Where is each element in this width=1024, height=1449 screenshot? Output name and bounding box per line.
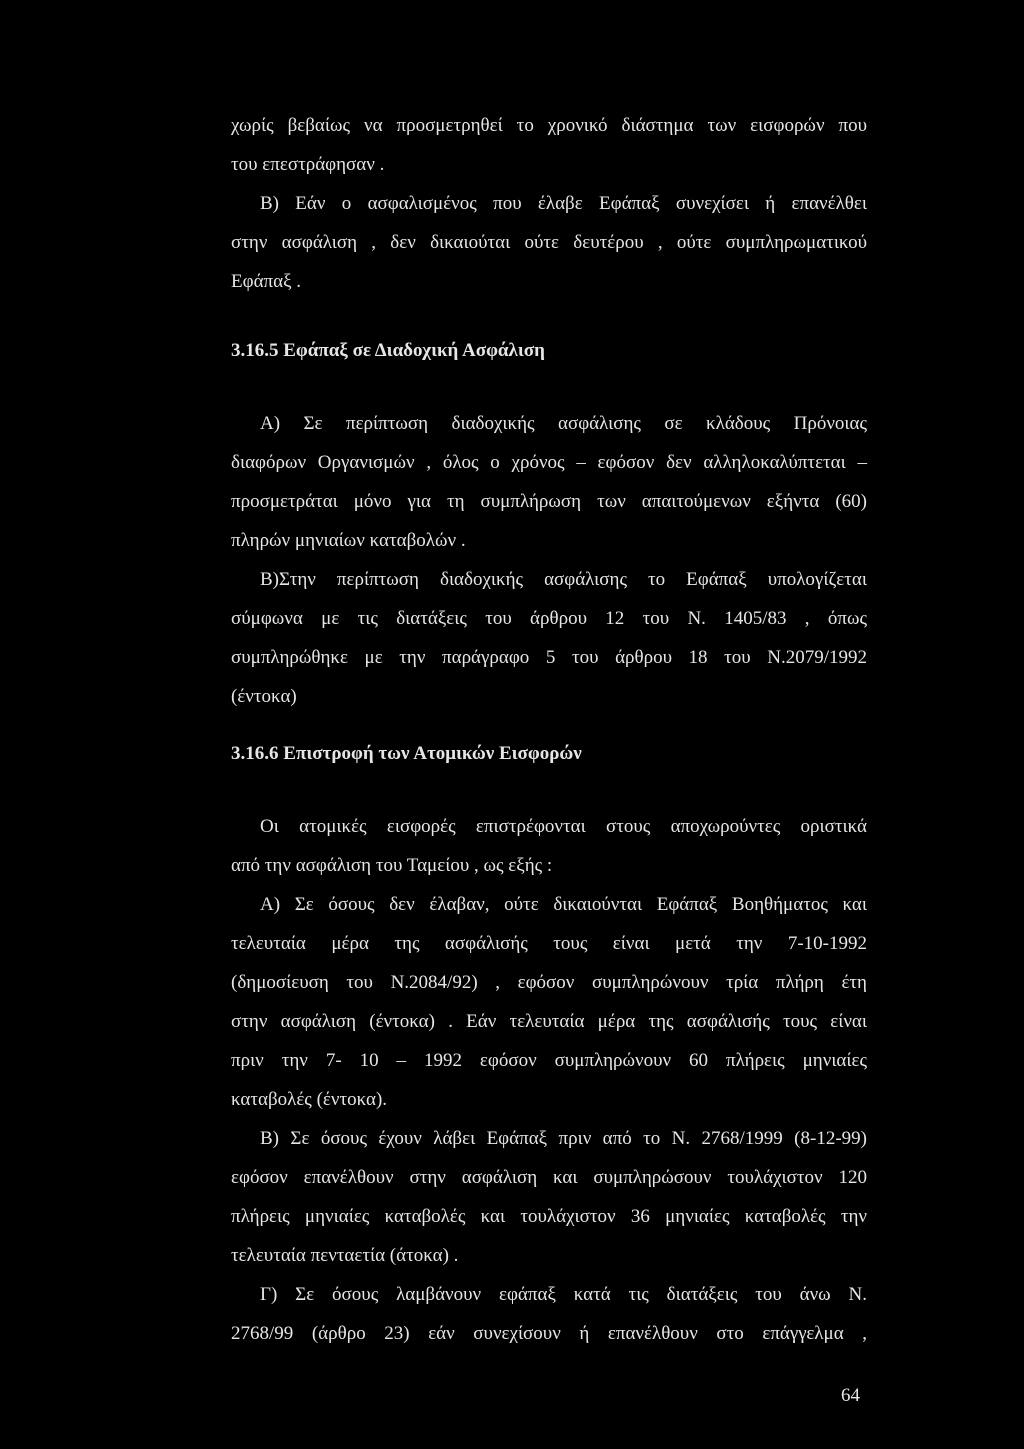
paragraph-line: καταβολές (έντοκα). — [231, 1089, 388, 1110]
paragraph-line: συμπληρώθηκε με την παράγραφο 5 του άρθρου 18 του Ν.2079/1992 — [231, 647, 867, 668]
paragraph-line: Β) Εάν ο ασφαλισμένος που έλαβε Εφάπαξ συνεχίσει ή επανέλθει — [260, 193, 867, 214]
paragraph-line: χωρίς βεβαίως να προσμετρηθεί το χρονικό διάστημα των εισφορών που — [231, 115, 867, 136]
paragraph-line: (έντοκα) — [231, 686, 297, 707]
paragraph-line: πληρών μηνιαίων καταβολών . — [231, 530, 466, 551]
page-number: 64 — [841, 1385, 860, 1406]
section-heading: 3.16.6 Επιστροφή των Ατομικών Εισφορών — [231, 743, 582, 764]
paragraph-line: πριν την 7- 10 – 1992 εφόσον συμπληρώνουν 60 πλήρεις μηνιαίες — [231, 1050, 867, 1071]
paragraph-line: του επεστράφησαν . — [231, 154, 385, 175]
paragraph-line: προσμετράται μόνο για τη συμπλήρωση των απαιτούμενων εξήντα (60) — [231, 491, 867, 512]
paragraph-line: Οι ατομικές εισφορές επιστρέφονται στους αποχωρούντες οριστικά — [260, 816, 867, 837]
paragraph-line: εφόσον επανέλθουν στην ασφάλιση και συμπληρώσουν τουλάχιστον 120 — [231, 1167, 867, 1188]
paragraph-line: τελευταία μέρα της ασφάλισής τους είναι μετά την 7-10-1992 — [231, 933, 867, 954]
paragraph-line: Γ) Σε όσους λαμβάνουν εφάπαξ κατά τις διατάξεις του άνω Ν. — [260, 1284, 867, 1305]
paragraph-line: στην ασφάλιση (έντοκα) . Εάν τελευταία μέρα της ασφάλισής τους είναι — [231, 1011, 867, 1032]
paragraph-line: Β) Σε όσους έχουν λάβει Εφάπαξ πριν από το Ν. 2768/1999 (8-12-99) — [260, 1128, 867, 1149]
paragraph-line: στην ασφάλιση , δεν δικαιούται ούτε δευτέρου , ούτε συμπληρωματικού — [231, 232, 867, 253]
paragraph-line: (δημοσίευση του Ν.2084/92) , εφόσον συμπληρώνουν τρία πλήρη έτη — [231, 972, 867, 993]
paragraph-line: από την ασφάλιση του Ταμείου , ως εξής : — [231, 855, 553, 876]
paragraph-line: διαφόρων Οργανισμών , όλος ο χρόνος – εφόσον δεν αλληλοκαλύπτεται – — [231, 452, 867, 473]
paragraph-line: πλήρεις μηνιαίες καταβολές και τουλάχιστον 36 μηνιαίες καταβολές την — [231, 1206, 867, 1227]
paragraph-line: Εφάπαξ . — [231, 271, 302, 292]
paragraph-line: Α) Σε περίπτωση διαδοχικής ασφάλισης σε κλάδους Πρόνοιας — [260, 413, 867, 434]
paragraph-line: τελευταία πενταετία (άτοκα) . — [231, 1245, 459, 1266]
paragraph-line: Β)Στην περίπτωση διαδοχικής ασφάλισης το Εφάπαξ υπολογίζεται — [260, 569, 867, 590]
paragraph-line: Α) Σε όσους δεν έλαβαν, ούτε δικαιούνται Εφάπαξ Βοηθήματος και — [260, 894, 867, 915]
paragraph-line: σύμφωνα με τις διατάξεις του άρθρου 12 του Ν. 1405/83 , όπως — [231, 608, 867, 629]
paragraph-line: 2768/99 (άρθρο 23) εάν συνεχίσουν ή επανέλθουν στο επάγγελμα , — [231, 1323, 867, 1344]
section-heading: 3.16.5 Εφάπαξ σε Διαδοχική Ασφάλιση — [231, 340, 545, 361]
